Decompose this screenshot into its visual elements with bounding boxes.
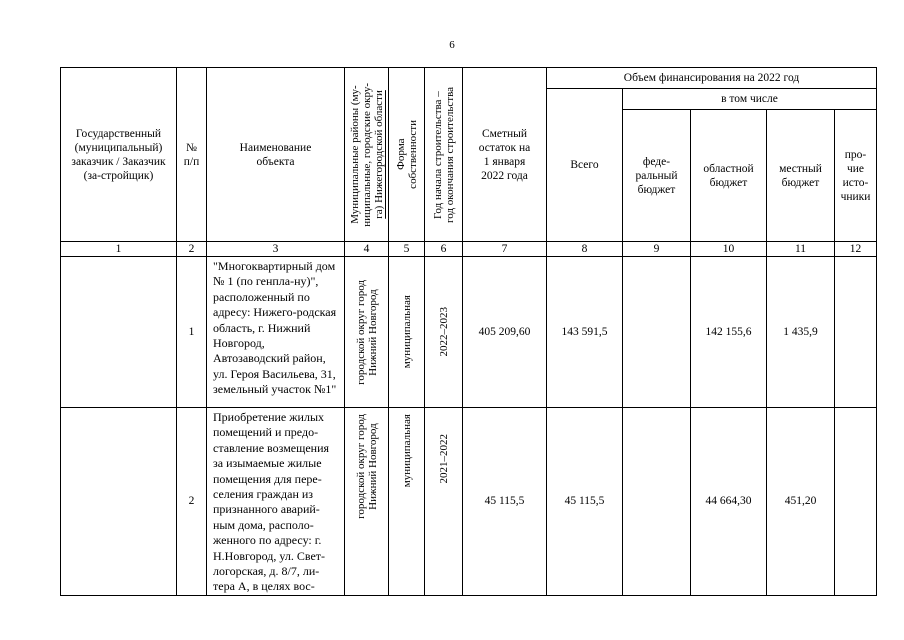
row-district-line2: Нижний Новгород bbox=[366, 288, 379, 376]
row-balance: 45 115,5 bbox=[463, 408, 547, 596]
financing-table bbox=[60, 67, 877, 596]
row-ownership-wrap bbox=[389, 408, 424, 595]
header-total: Всего bbox=[547, 89, 623, 242]
row-other bbox=[835, 408, 877, 596]
table-row bbox=[61, 257, 877, 408]
row-years bbox=[425, 408, 463, 596]
column-number: 9 bbox=[623, 242, 691, 257]
row-years-wrap bbox=[425, 257, 462, 407]
row-district-line1: городской округ город bbox=[354, 414, 367, 519]
page-number: 6 bbox=[449, 39, 455, 51]
column-number: 5 bbox=[389, 242, 425, 257]
header-districts bbox=[345, 68, 389, 242]
row-customer bbox=[61, 408, 177, 596]
column-number: 6 bbox=[425, 242, 463, 257]
row-object-name: Приобретение жилых помещений и предо-ставление возмещения за изымаемые жилые помещения для пере-селения граждан из признанного аварий-ным дома, располо-женного по адресу: г. Н.Новгород, ул. Свет-логорская, д. 8/7, ли-тера А, в целях вос- bbox=[207, 408, 345, 596]
row-federal bbox=[623, 408, 691, 596]
header-districts-line1: Муниципальные районы (му- bbox=[348, 85, 361, 224]
row-federal bbox=[623, 257, 691, 408]
header-ownership bbox=[389, 68, 425, 242]
column-number: 8 bbox=[547, 242, 623, 257]
column-number: 10 bbox=[691, 242, 767, 257]
header-years-line2: год окончания строительства bbox=[443, 86, 456, 223]
column-number: 2 bbox=[177, 242, 207, 257]
header-local: местный бюджет bbox=[767, 110, 835, 242]
row-district-line1: городской округ город bbox=[354, 279, 367, 385]
header-customer: Государственный (муниципальный) заказчик / Заказчик (за-стройщик) bbox=[61, 68, 177, 242]
column-number: 12 bbox=[835, 242, 877, 257]
row-ownership-text: муниципальная bbox=[400, 295, 413, 369]
header-federal: феде-ральный бюджет bbox=[623, 110, 691, 242]
header-including: в том числе bbox=[623, 89, 877, 110]
row-object-name: "Многоквартирный дом № 1 (по генпла-ну)", расположенный по адресу: Нижего-родская область, г. Нижний Новгород, Автозаводский район, ул. Героя Васильева, 31, земельный участок №1" bbox=[207, 257, 345, 408]
header-districts-line3: га) Нижегородской области bbox=[372, 90, 385, 219]
header-balance: Сметный остаток на 1 января 2022 года bbox=[463, 68, 547, 242]
header-years-wrap bbox=[425, 87, 462, 223]
row-customer bbox=[61, 257, 177, 408]
header-districts-text bbox=[349, 83, 385, 227]
column-number: 3 bbox=[207, 242, 345, 257]
row-local: 451,20 bbox=[767, 408, 835, 596]
row-district-wrap bbox=[345, 257, 388, 407]
header-regional: областной бюджет bbox=[691, 110, 767, 242]
header-districts-line2: ниципальные, городские окру- bbox=[360, 82, 373, 227]
row-district bbox=[345, 408, 389, 596]
row-years bbox=[425, 257, 463, 408]
header-ownership-line1: Форма bbox=[394, 138, 407, 171]
row-number: 1 bbox=[177, 257, 207, 408]
row-district-text bbox=[355, 280, 379, 385]
row-other bbox=[835, 257, 877, 408]
column-number: 7 bbox=[463, 242, 547, 257]
header-other: прочие источники bbox=[835, 110, 877, 242]
header-years bbox=[425, 68, 463, 242]
row-years-text: 2022–2023 bbox=[437, 307, 450, 357]
row-local: 1 435,9 bbox=[767, 257, 835, 408]
row-ownership-text: муниципальная bbox=[400, 414, 413, 488]
row-number: 2 bbox=[177, 408, 207, 596]
header-years-text bbox=[432, 87, 456, 223]
row-regional: 142 155,6 bbox=[691, 257, 767, 408]
row-ownership-wrap bbox=[389, 257, 424, 407]
header-row-top bbox=[61, 68, 877, 89]
row-district-line2: Нижний Новгород bbox=[366, 423, 379, 510]
row-district-text bbox=[355, 414, 379, 519]
row-regional: 44 664,30 bbox=[691, 408, 767, 596]
row-district-wrap bbox=[345, 408, 388, 595]
column-number: 1 bbox=[61, 242, 177, 257]
row-years-text: 2021–2022 bbox=[437, 434, 450, 484]
table-row bbox=[61, 408, 877, 596]
column-number: 11 bbox=[767, 242, 835, 257]
header-ownership-wrap bbox=[389, 120, 424, 189]
row-total: 143 591,5 bbox=[547, 257, 623, 408]
header-financing: Объем финансирования на 2022 год bbox=[547, 68, 877, 89]
column-number: 4 bbox=[345, 242, 389, 257]
row-ownership bbox=[389, 257, 425, 408]
header-object-name: Наименование объекта bbox=[207, 68, 345, 242]
header-ownership-line2: собственности bbox=[406, 120, 419, 189]
row-years-wrap bbox=[425, 408, 462, 595]
row-ownership bbox=[389, 408, 425, 596]
row-total: 45 115,5 bbox=[547, 408, 623, 596]
row-balance: 405 209,60 bbox=[463, 257, 547, 408]
header-years-line1: Год начала строительства – bbox=[431, 90, 444, 219]
row-district bbox=[345, 257, 389, 408]
header-districts-wrap bbox=[345, 83, 388, 227]
header-ownership-text bbox=[395, 120, 419, 189]
column-number-row bbox=[61, 242, 877, 257]
header-number: № п/п bbox=[177, 68, 207, 242]
